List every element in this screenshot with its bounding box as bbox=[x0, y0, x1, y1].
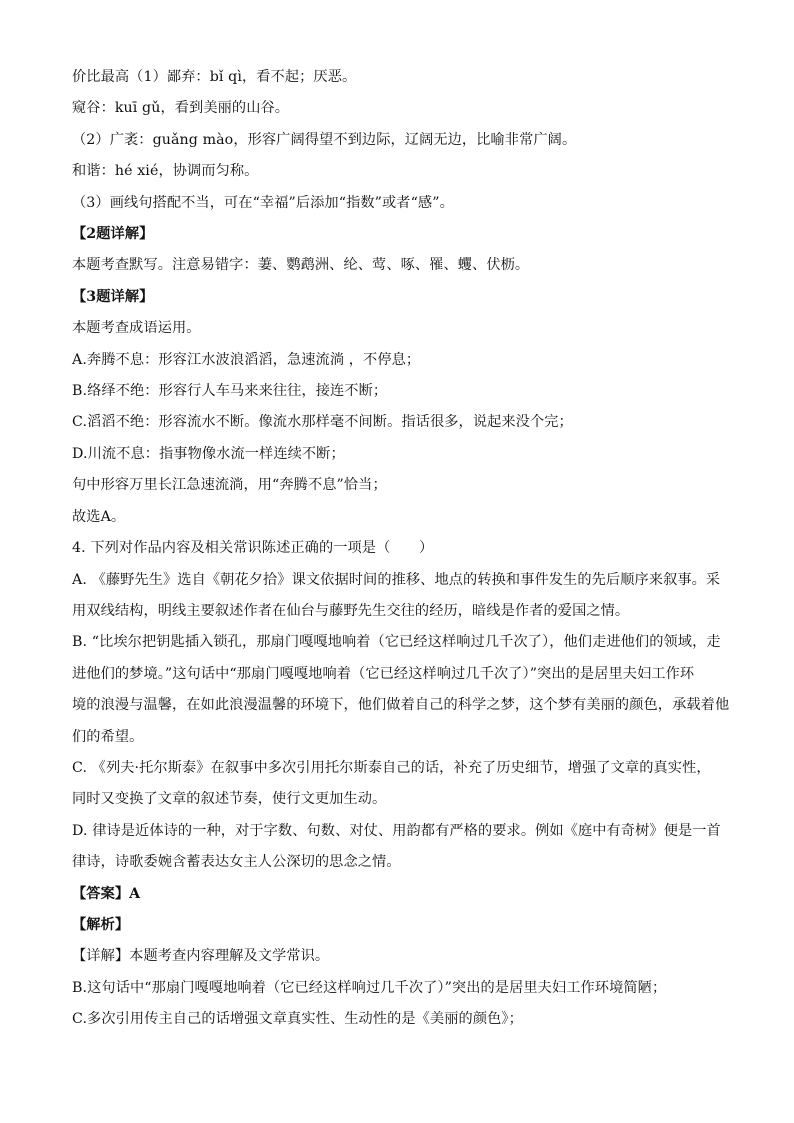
text-line-4: 和谐：hé xié，协调而匀称。 bbox=[72, 163, 259, 180]
option-b-line-3: 境的浪漫与温馨，在如此浪漫温馨的环境下，他们做着自己的科学之梦，这个梦有美丽的颜色，承载着他 bbox=[72, 697, 730, 714]
text-line-10: A.奔腾不息：形容江水波浪滔滔，急速流淌 ，不停息； bbox=[72, 351, 421, 368]
text-line-14: 句中形容万里长江急速流淌，用“奔腾不息”恰当； bbox=[72, 477, 387, 494]
option-d-line-1: D. 律诗是近体诗的一种，对于字数、句数、对仗、用韵都有严格的要求。例如《庭中有奇树》便是一首 bbox=[72, 822, 721, 839]
question-4-stem: 4. 下列对作品内容及相关常识陈述正确的一项是（ ） bbox=[72, 540, 434, 557]
text-line-5: （3）画线句搭配不当，可在“幸福”后添加“指数”或者“感”。 bbox=[72, 194, 454, 211]
text-line-3: （2）广袤：guǎng mào，形容广阔得望不到边际，辽阔无边，比喻非常广阔。 bbox=[72, 131, 577, 148]
option-b-line-2: 进他们的梦境。”这句话中“那扇门嘎嘎地响着（它已经这样响过几千次了）”突出的是居里夫妇工作环 bbox=[72, 665, 695, 682]
option-b-line-4: 们的希望。 bbox=[72, 728, 144, 745]
text-line-2: 窥谷：kuī gǔ，看到美丽的山谷。 bbox=[72, 100, 290, 117]
section-heading-q2: 【2题详解】 bbox=[72, 226, 154, 243]
text-line-9: 本题考查成语运用。 bbox=[72, 320, 201, 337]
answer-heading: 【答案】A bbox=[72, 885, 141, 902]
document-body bbox=[72, 62, 732, 1036]
option-b-line-1: B. “比埃尔把钥匙插入锁孔，那扇门嘎嘎地响着（它已经这样响过几千次了），他们走进他们的领域，走 bbox=[72, 634, 721, 651]
text-line-30: B.这句话中“那扇门嘎嘎地响着（它已经这样响过几千次了）”突出的是居里夫妇工作环境简陋； bbox=[72, 979, 667, 996]
option-a-line-1: A. 《藤野先生》选自《朝花夕拾》课文依据时间的推移、地点的转换和事件发生的先后顺序来叙事。采 bbox=[72, 571, 721, 588]
text-line-11: B.络绎不绝：形容行人车马来来往往，接连不断； bbox=[72, 383, 388, 400]
option-c-line-1: C. 《列夫·托尔斯泰》在叙事中多次引用托尔斯泰自己的话，补充了历史细节，增强了文章的真实性， bbox=[72, 759, 711, 776]
text-line-29: 【详解】本题考查内容理解及文学常识。 bbox=[72, 948, 330, 965]
text-line-13: D.川流不息：指事物像水流一样连续不断； bbox=[72, 445, 345, 462]
text-line-15: 故选A。 bbox=[72, 508, 126, 525]
text-line-7: 本题考查默写。注意易错字：萋、鹦鹉洲、纶、莺、啄、罹、蠼、伏枥。 bbox=[72, 257, 530, 274]
option-a-line-2: 用双线结构，明线主要叙述作者在仙台与藤野先生交往的经历，暗线是作者的爱国之情。 bbox=[72, 602, 630, 619]
option-c-line-2: 同时又变换了文章的叙述节奏，使行文更加生动。 bbox=[72, 791, 387, 808]
section-heading-q3: 【3题详解】 bbox=[72, 288, 154, 305]
text-line-12: C.滔滔不绝：形容流水不断。像流水那样毫不间断。指话很多，说起来没个完； bbox=[72, 414, 573, 431]
analysis-heading: 【解析】 bbox=[72, 916, 130, 933]
text-line-31: C.多次引用传主自己的话增强文章真实性、生动性的是《美丽的颜色》； bbox=[72, 1011, 523, 1028]
text-line-1: 价比最高（1）鄙弃：bǐ qì，看不起；厌恶。 bbox=[72, 69, 357, 85]
option-d-line-2: 律诗，诗歌委婉含蓄表达女主人公深切的思念之情。 bbox=[72, 854, 401, 871]
